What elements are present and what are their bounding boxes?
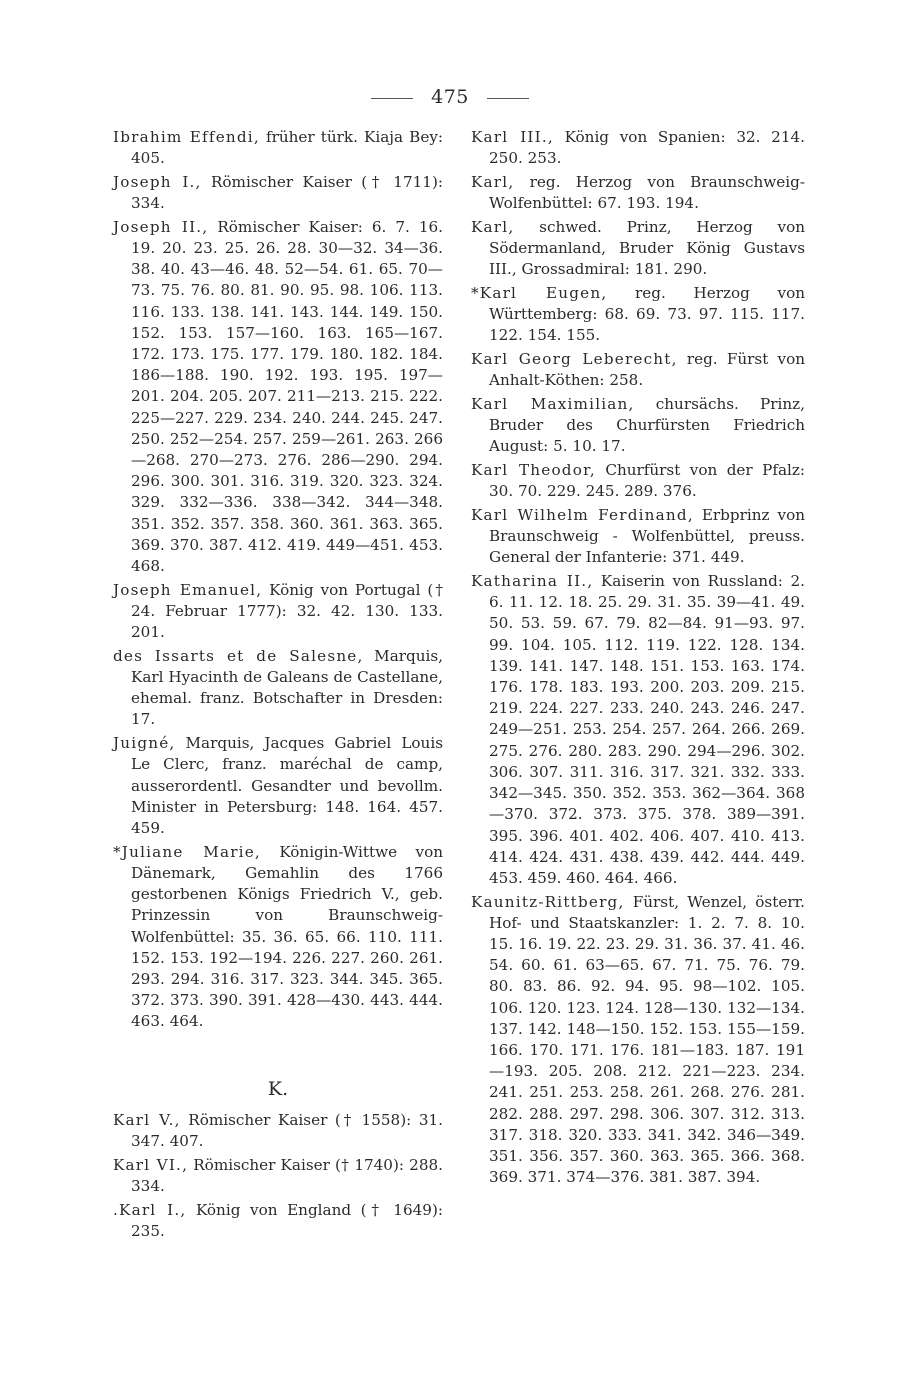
entry-text: Römischer Kaiser († 1558): 31. 347. 407. (131, 1110, 443, 1150)
right-column (471, 127, 805, 1191)
right-entries (471, 127, 805, 1188)
index-entry (113, 127, 443, 169)
entry-text: König von Spanien: 32. 214. 250. 253. (489, 128, 805, 168)
index-entry (471, 460, 805, 502)
entry-name: Karl VI., (113, 1155, 189, 1174)
entry-name: Karl III., (471, 128, 554, 146)
index-entry (113, 733, 443, 839)
entry-text: chursächs. Prinz, Bruder des Churfürsten Friedrich August: 5. 10. 17. (489, 394, 805, 456)
index-entry (471, 892, 805, 1189)
entry-name: Karl Georg Leberecht, (471, 350, 678, 369)
index-entry (471, 172, 805, 214)
entry-name: *Karl Eugen, (471, 283, 608, 302)
entry-name: Joseph I., (113, 172, 202, 191)
entry-text: Marquis, Karl Hyacinth de Galeans de Castellane, ehemal. franz. Botschafter in Dresden: 17. (131, 646, 443, 729)
entry-text: Churfürst von der Pfalz: 30. 70. 229. 245. 289. 376. (489, 461, 805, 501)
entry-text: Kaiserin von Russland: 2. 6. 11. 12. 18. 25. 29. 31. 35. 39—41. 49. 50. 53. 59. 67. 79. 82—84. 91—93. 97. 99. 104. 105. 112. 119. 122. 128. 134. 139. 141. 147. 148. 151. 153. 163. 174. 176. 178. 183. 193. 200. 203. 209. 215. 219. 224. 227. 233. 240. 243. 246. 247. 249—251. 253. 254. 257. 264. 266. 269. 275. 276. 280. 283. 290. 294—296. 302. 306. 307. 311. 316. 317. 321. 332. 333. 342—345. 350. 352. 353. 362—364. 368—370. 372. 373. 375. 378. 389—391. 395. 396. 401. 402. 406. 407. 410. 413. 414. 424. 431. 438. 439. 442. 444. 449. 453. 459. 460. 464. 466. (489, 572, 805, 887)
entry-name: Juigné, (113, 734, 176, 753)
entry-name: Karl Wilhelm Ferdinand, (471, 505, 694, 524)
entry-text: Römischer Kaiser: 6. 7. 16. 19. 20. 23. 25. 26. 28. 30—32. 34—36. 38. 40. 43—46. 48. 52—54. 61. 65. 70—73. 75. 76. 80. 81. 90. 95. 98. 106. 113. 116. 133. 138. 141. 143. 144. 149. 150. 152. 153. 157—160. 163. 165—167. 172. 173. 175. 177. 179. 180. 182. 184. 186—188. 190. 192. 193. 195. 197—201. 204. 205. 207. 211—213. 215. 222. 225—227. 229. 234. 240. 244. 245. 247. 250. 252—254. 257. 259—261. 263. 266—268. 270—273. 276. 286—290. 294. 296. 300. 301. 316. 319. 320. 323. 324. 329. 332—336. 338—342. 344—348. 351. 352. 357. 358. 360. 361. 363. 365. 369. 370. 387. 412. 419. 449—451. 453. 468. (131, 217, 443, 576)
entry-name: .Karl I., (113, 1200, 187, 1219)
entry-name: Joseph II., (113, 217, 209, 236)
entry-name: Ibrahim Effendi, (113, 128, 260, 146)
entry-text: Römischer Kaiser († 1740): 288. 334. (131, 1155, 443, 1195)
entry-text: König von England († 1649): 235. (131, 1200, 443, 1240)
entry-name: Katharina II., (471, 572, 594, 591)
left-column (113, 127, 443, 1244)
entry-text: schwed. Prinz, Herzog von Södermanland, Bruder König Gustavs III., Grossadmiral: 181. 290. (489, 217, 805, 279)
header-rule-left (371, 98, 413, 99)
entry-name: Joseph Emanuel, (113, 580, 263, 599)
entry-name: Karl, (471, 217, 515, 236)
entry-text: Römischer Kaiser († 1711): 334. (131, 172, 443, 213)
page-number: 475 (431, 86, 469, 108)
header-rule-right (487, 98, 529, 99)
page-header (0, 86, 900, 108)
index-entry (471, 505, 805, 569)
index-entry (471, 571, 805, 889)
entry-name: Kaunitz-Rittberg, (471, 892, 625, 911)
entry-name: Karl Maximilian, (471, 394, 635, 413)
entry-text: reg. Herzog von Braunschweig-Wolfenbüttel: 67. 193. 194. (489, 172, 805, 213)
entry-text: früher türk. Kiaja Bey: 405. (131, 128, 444, 168)
entry-text: König von Portugal († 24. Februar 1777): 32. 42. 130. 133. 201. (131, 580, 443, 642)
entry-text: Erbprinz von Braunschweig - Wolfenbüttel, preuss. General der Infanterie: 371. 449. (489, 505, 806, 567)
left-entries (113, 127, 443, 1033)
entry-text: Marquis, Jacques Gabriel Louis Le Clerc, franz. maréchal de camp, ausserordentl. Gesandter und bevollm. Minister in Petersburg: 148. 164. 457. 459. (131, 734, 443, 837)
index-entry (471, 394, 805, 458)
index-entry (113, 646, 443, 731)
entry-name: Karl, (471, 172, 515, 191)
index-entry (113, 580, 443, 644)
entry-name: Karl V., (113, 1110, 181, 1129)
index-entry (113, 1155, 443, 1197)
index-entry (113, 217, 443, 577)
entry-name: des Issarts et de Salesne, (113, 646, 364, 665)
entry-text: reg. Herzog von Württemberg: 68. 69. 73. 97. 115. 117. 122. 154. 155. (489, 283, 805, 345)
left-k-entries (113, 1110, 443, 1242)
entry-name: *Juliane Marie, (113, 842, 261, 861)
index-entry (113, 842, 443, 1033)
entry-text: Fürst, Wenzel, österr. Hof- und Staatskanzler: 1. 2. 7. 8. 10. 15. 16. 19. 22. 23. 29. 31. 36. 37. 41. 46. 54. 60. 61. 63—65. 67. 71. 75. 76. 79. 80. 83. 86. 92. 94. 95. 98—102. 105. 106. 120. 123. 124. 128—130. 132—134. 137. 142. 148—150. 152. 153. 155—159. 166. 170. 171. 176. 181—183. 187. 191—193. 205. 208. 212. 221—223. 234. 241. 251. 253. 258. 261. 268. 276. 281. 282. 288. 297. 298. 306. 307. 312. 313. 317. 318. 320. 333. 341. 342. 346—349. 351. 356. 357. 360. 363. 365. 366. 368. 369. 371. 374—376. 381. 387. 394. (489, 892, 805, 1187)
index-entry (113, 1110, 443, 1152)
index-entry (471, 283, 805, 347)
index-entry (113, 172, 443, 214)
entry-name: Karl Theodor, (471, 461, 596, 480)
entry-text: reg. Fürst von Anhalt-Köthen: 258. (489, 350, 806, 390)
index-entry (471, 349, 805, 391)
index-entry (471, 217, 805, 281)
index-entry (113, 1200, 443, 1242)
entry-text: Königin-Wittwe von Dänemark, Gemahlin des 1766 gestorbenen Königs Friedrich V., geb. Prinzessin von Braunschweig-Wolfenbüttel: 35. 36. 65. 66. 110. 111. 152. 153. 192—194. 226. 227. 260. 261. 293. 294. 316. 317. 323. 344. 345. 365. 372. 373. 390. 391. 428—430. 443. 444. 463. 464. (131, 842, 443, 1031)
index-entry (471, 127, 805, 169)
section-heading: K. (267, 1077, 289, 1100)
